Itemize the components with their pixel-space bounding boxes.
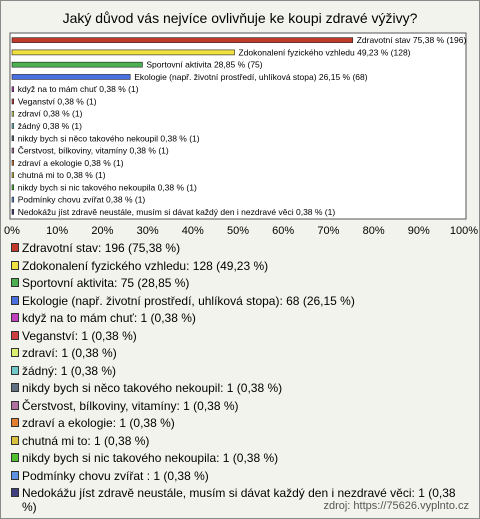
bar — [12, 209, 14, 214]
x-tick-label: 60% — [272, 225, 295, 237]
chart-title: Jaký důvod vás nejvíce ovlivňuje ke koupi zdravé výživy? — [62, 10, 418, 26]
bar-label: zdraví 0,38 % (1) — [17, 108, 83, 119]
legend-label: Čerstvost, bílkoviny, vitamíny: 1 (0,38 %) — [22, 398, 239, 413]
bar — [12, 111, 14, 116]
legend-label: zdraví a ekologie: 1 (0,38 %) — [22, 416, 175, 430]
bar-label: Veganství 0,38 % (1) — [17, 96, 97, 107]
bar-label: Zdravotní stav 75,38 % (196) — [356, 35, 467, 46]
bar — [12, 38, 353, 43]
legend-swatch — [11, 488, 19, 497]
legend-label: Ekologie (např. životní prostředí, uhlíková stopa): 68 (26,15 %) — [22, 293, 355, 308]
x-tick-label: 10% — [46, 225, 69, 237]
legend-item — [11, 434, 473, 448]
x-tick-label: 80% — [362, 225, 385, 237]
bar — [12, 173, 14, 178]
legend-item — [11, 346, 473, 360]
bar-label: Podmínky chovu zvířat 0,38 % (1) — [17, 194, 146, 205]
legend-swatch — [11, 261, 19, 270]
legend-item — [11, 259, 473, 273]
bar-label: nikdy bych si nic takového nekoupila 0,38 % (1) — [17, 182, 197, 193]
x-tick-label: 30% — [136, 225, 159, 237]
bar — [12, 136, 14, 141]
legend-swatch — [11, 278, 19, 287]
bar-label: Čerstvost, bílkoviny, vitamíny 0,38 % (1) — [17, 145, 169, 156]
legend-label: když na to mám chuť: 1 (0,38 %) — [22, 311, 196, 325]
bar — [12, 99, 14, 104]
bar — [12, 87, 14, 92]
legend-swatch — [11, 331, 19, 340]
bar — [12, 62, 142, 67]
x-tick-label: 70% — [317, 225, 340, 237]
x-tick-label: 20% — [91, 225, 114, 237]
bar-label: Ekologie (např. životní prostředí, uhlíková stopa) 26,15 % (68) — [134, 71, 368, 82]
x-tick-label: 0% — [4, 225, 20, 237]
legend-item — [11, 451, 473, 465]
bar — [12, 197, 14, 202]
legend-item — [11, 416, 473, 430]
legend-label: Zdravotní stav: 196 (75,38 %) — [22, 241, 181, 255]
legend-item — [11, 311, 473, 325]
bar — [12, 50, 235, 55]
legend-item — [11, 329, 473, 343]
legend-item — [11, 241, 473, 255]
x-tick-label: 90% — [407, 225, 430, 237]
legend-item — [11, 276, 473, 290]
legend-item — [11, 364, 473, 378]
legend-label: žádný: 1 (0,38 %) — [22, 363, 117, 378]
bar-label: nikdy bych si něco takového nekoupil 0,38 % (1) — [17, 133, 200, 144]
legend-label: chutná mi to: 1 (0,38 %) — [22, 433, 150, 448]
bar-label: Nedokážu jíst zdravě neustále, musím si dávat každý den i nezdravé věci 0,38 % (1) — [17, 206, 336, 217]
source-text: zdroj: https://75626.vyplnto.cz — [323, 500, 469, 512]
legend-label: Zdokonalení fyzického vzhledu: 128 (49,23 %) — [22, 258, 269, 273]
x-tick-label: 100% — [449, 225, 479, 237]
legend-label: Podmínky chovu zvířat : 1 (0,38 %) — [22, 468, 209, 483]
legend-label: nikdy bych si něco takového nekoupil: 1 (0,38 %) — [22, 381, 283, 395]
bar-label: když na to mám chuť 0,38 % (1) — [17, 84, 139, 95]
bar-label: zdraví a ekologie 0,38 % (1) — [17, 157, 124, 168]
bar — [12, 74, 130, 79]
bar — [12, 185, 14, 190]
legend-swatch — [11, 383, 19, 392]
bar — [12, 160, 14, 165]
legend-label: Nedokážu jíst zdravě neustále, musím si dávat každý den i nezdravé věci: 1 (0,38 %) — [22, 486, 456, 514]
legend-item — [11, 381, 473, 395]
legend-item — [11, 294, 473, 308]
legend-label: Sportovní aktivita: 75 (28,85 %) — [22, 276, 190, 290]
bar-label: Sportovní aktivita 28,85 % (75) — [146, 59, 263, 70]
bar-label: chutná mi to 0,38 % (1) — [17, 170, 106, 181]
legend-swatch — [11, 418, 19, 427]
legend — [11, 241, 473, 518]
legend-swatch — [11, 243, 19, 252]
legend-label: zdraví: 1 (0,38 %) — [22, 346, 117, 360]
legend-swatch — [11, 366, 19, 375]
legend-swatch — [11, 453, 19, 462]
legend-swatch — [11, 348, 19, 357]
legend-swatch — [11, 296, 19, 305]
legend-swatch — [11, 436, 19, 445]
legend-item — [11, 399, 473, 413]
bar-label: Zdokonalení fyzického vzhledu 49,23 % (128) — [238, 47, 411, 58]
bar-label: žádný 0,38 % (1) — [17, 121, 82, 131]
legend-swatch — [11, 401, 19, 410]
x-tick-label: 50% — [226, 225, 250, 237]
legend-swatch — [11, 471, 19, 480]
bar — [12, 124, 14, 129]
legend-label: Veganství: 1 (0,38 %) — [22, 328, 137, 343]
legend-label: nikdy bych si nic takového nekoupila: 1 (0,38 %) — [22, 451, 279, 465]
legend-item — [11, 469, 473, 483]
bar-chart — [1, 1, 479, 241]
legend-swatch — [11, 313, 19, 322]
x-tick-label: 40% — [181, 225, 204, 237]
bar — [12, 148, 14, 153]
